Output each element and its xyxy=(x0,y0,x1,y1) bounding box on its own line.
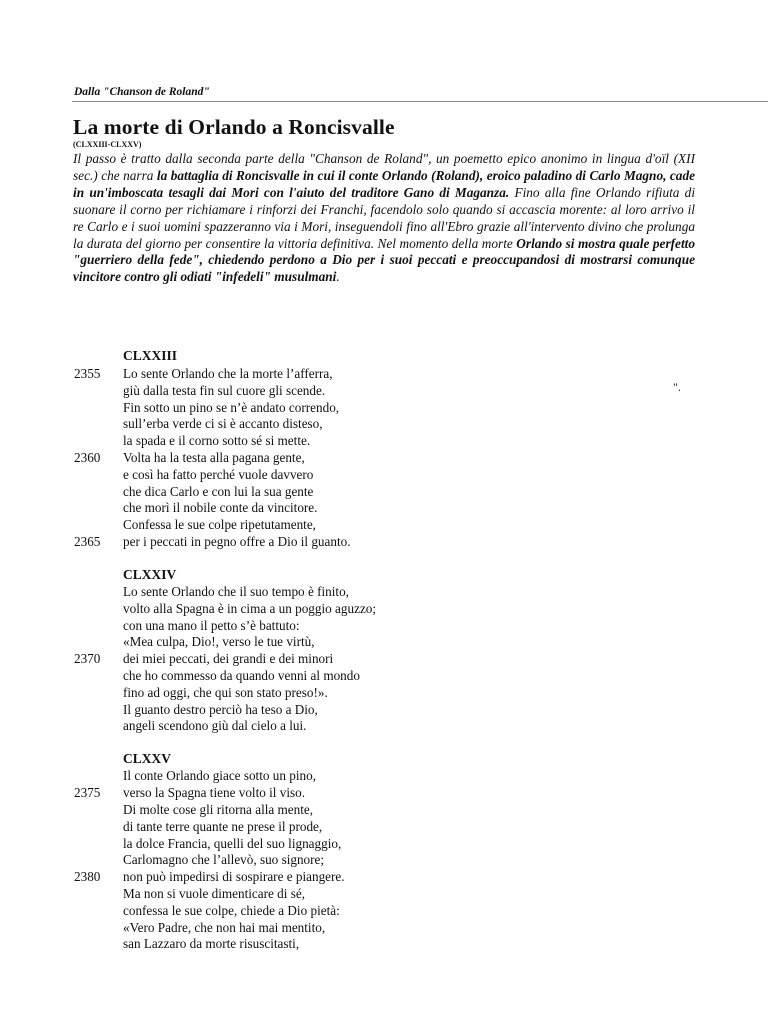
verse-line: Fin sotto un pino se n’è andato correndo, xyxy=(123,400,340,415)
verse-line: Ma non si vuole dimenticare di sé, xyxy=(123,886,306,901)
verse-line: san Lazzaro da morte risuscitasti, xyxy=(123,936,300,951)
intro-bold-1: la battaglia di Roncisvalle in cui il conte Orlando (Roland), eroico paladino di Carlo Magno, cade in un'imboscata tesagli dai Mori con l'aiuto del traditore Gano di Maganza. xyxy=(73,167,695,200)
stanza-heading: CLXXIV xyxy=(123,567,177,582)
document-header: Dalla "Chanson de Roland" xyxy=(74,86,210,98)
verse-line: la dolce Francia, quelli del suo lignaggio, xyxy=(123,836,342,851)
verse-line: di tante terre quante ne prese il prode, xyxy=(123,819,323,834)
line-number: 2355 xyxy=(74,366,101,381)
verse-line: Di molte cose gli ritorna alla mente, xyxy=(123,802,314,817)
verse-line: sull’erba verde ci si è accanto disteso, xyxy=(123,416,323,431)
verse-line: verso la Spagna tiene volto il viso. xyxy=(123,785,306,800)
verse-line: dei miei peccati, dei grandi e dei minori xyxy=(123,651,334,666)
intro-text-1: Il passo è tratto dalla seconda parte della "Chanson de Roland", un poemetto epico anonimo in lingua d'oïl (XII sec.) che narra xyxy=(73,151,695,183)
verse-line: Confessa le sue colpe ripetutamente, xyxy=(123,517,316,532)
header-rule xyxy=(72,101,768,102)
intro-bold-2: Orlando si mostra quale perfetto "guerriero della fede", chiedendo perdono a Dio per i suoi peccati e preoccupandosi di mostrarsi comunque vincitore contro gli odiati "infedeli" musulmani xyxy=(73,235,695,285)
line-number: 2360 xyxy=(74,450,101,465)
verse-line: confessa le sue colpe, chiede a Dio pietà: xyxy=(123,903,340,918)
intro-text-2: Fino alla fine Orlando rifiuta di suonare il corno per richiamare i rinforzi dei Franchi, facendolo solo quando si accascia morente: al loro arrivo il re Carlo e i suoi uomini spazzeranno via i Mori, inseguendoli fino all'Ebro grazie all'intervento divino che prolunga la durata del giorno per consentire la vittoria definitiva. Nel momento della morte xyxy=(73,184,696,251)
verse-line: «Mea culpa, Dio!, verso le tue virtù, xyxy=(123,634,315,649)
verse-line: la spada e il corno sotto sé si mette. xyxy=(123,433,311,448)
verse-line: che morì il nobile conte da vincitore. xyxy=(123,500,318,515)
verse-line: Carlomagno che l’allevò, suo signore; xyxy=(123,852,325,867)
verse-line: per i peccati in pegno offre a Dio il guanto. xyxy=(123,534,351,549)
verse-line: Il guanto destro perciò ha teso a Dio, xyxy=(123,702,318,717)
intro-paragraph xyxy=(73,151,695,286)
verse-line: e così ha fatto perché vuole davvero xyxy=(123,467,314,482)
verse-line: Lo sente Orlando che il suo tempo è finito, xyxy=(123,584,349,599)
line-number: 2370 xyxy=(74,651,101,666)
stanza-heading: CLXXV xyxy=(123,751,172,766)
verse-line: angeli scendono giù dal cielo a lui. xyxy=(123,718,307,733)
intro-text-3: . xyxy=(336,269,340,285)
verse-line: che dica Carlo e con lui la sua gente xyxy=(123,484,314,499)
stanza-heading: CLXXIII xyxy=(123,348,178,363)
verse-line: «Vero Padre, che non hai mai mentito, xyxy=(123,920,326,935)
line-number: 2375 xyxy=(74,785,101,800)
verse-line: Lo sente Orlando che la morte l’afferra, xyxy=(123,366,333,381)
verse-line: Volta ha la testa alla pagana gente, xyxy=(123,450,305,465)
page-subtitle: (CLXXIII-CLXXV) xyxy=(73,140,142,149)
line-number: 2380 xyxy=(74,869,101,884)
verse-line: giù dalla testa fin sul cuore gli scende. xyxy=(123,383,326,398)
verse-line: fino ad oggi, che qui son stato preso!». xyxy=(123,685,328,700)
stray-mark: ". xyxy=(673,380,681,394)
verse-line: con una mano il petto s’è battuto: xyxy=(123,618,300,633)
verse-line: non può impedirsi di sospirare e piangere. xyxy=(123,869,345,884)
verse-line: che ho commesso da quando venni al mondo xyxy=(123,668,360,683)
line-number: 2365 xyxy=(74,534,101,549)
verse-line: volto alla Spagna è in cima a un poggio aguzzo; xyxy=(123,601,377,616)
page-title: La morte di Orlando a Roncisvalle xyxy=(73,115,395,139)
verse-line: Il conte Orlando giace sotto un pino, xyxy=(123,768,317,783)
